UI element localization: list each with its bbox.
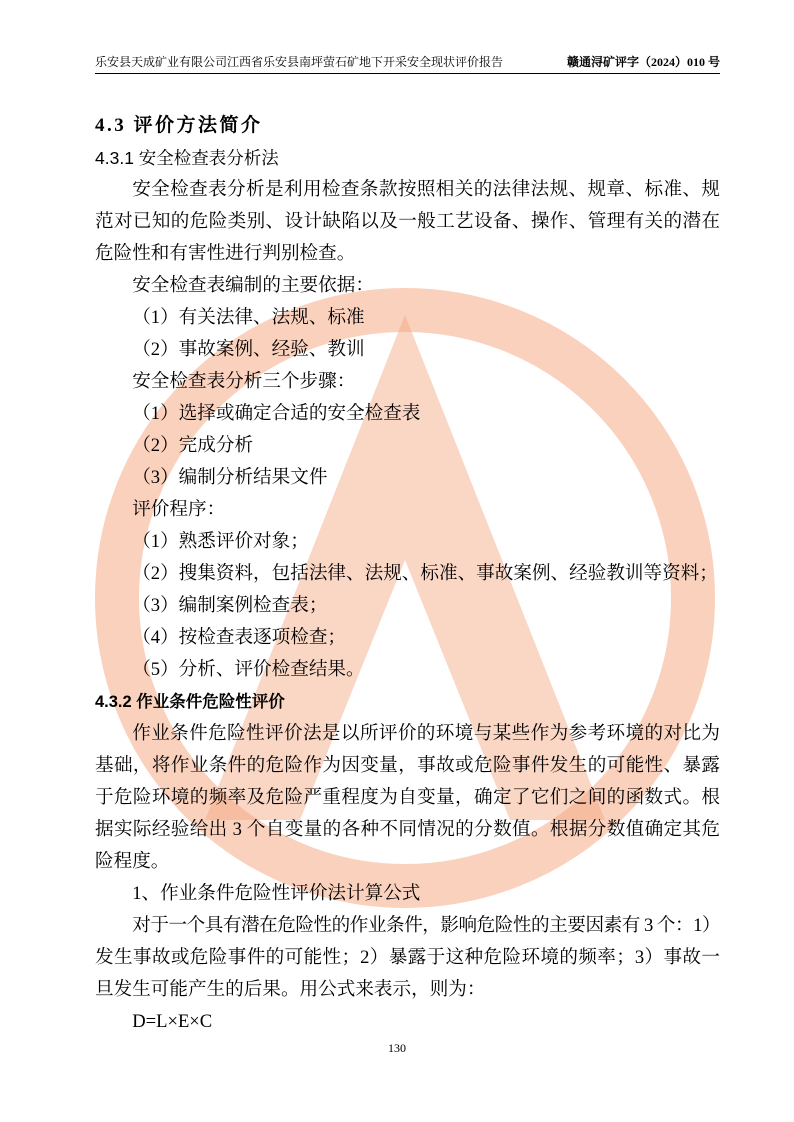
list-item: （1）有关法律、法规、标准: [132, 307, 365, 328]
basis-title: 安全检查表编制的主要依据：: [132, 275, 374, 296]
paragraph-line: 发生事故或危险事件的可能性；2）暴露于这种危险环境的频率；3）事故一: [95, 947, 720, 968]
formula-heading: 1、作业条件危险性评价法计算公式: [132, 883, 421, 904]
list-item: （2）事故案例、经验、教训: [132, 339, 365, 360]
formula: D=L×E×C: [132, 1011, 213, 1032]
subsection-title-checklist: 4.3.1 安全检查表分析法: [95, 148, 279, 168]
paragraph-line: 基础，将作业条件的危险作为因变量，事故或危险事件发生的可能性、暴露: [95, 755, 720, 776]
procedure-title: 评价程序：: [132, 499, 226, 520]
list-item: （5）分析、评价检查结果。: [132, 659, 365, 680]
list-item: （4）按检查表逐项检查；: [132, 627, 347, 648]
report-number: 赣通浔矿评字（2024）010 号: [566, 55, 720, 69]
list-item: （1）选择或确定合适的安全检查表: [132, 403, 421, 424]
paragraph-line: 于危险环境的频率及危险严重程度为自变量，确定了它们之间的函数式。根: [95, 787, 720, 808]
paragraph-line: 险程度。: [95, 851, 170, 872]
subsection-title-lec: 4.3.2 作业条件危险性评价: [95, 693, 285, 711]
paragraph-line: 旦发生可能产生的后果。用公式来表示，则为：: [95, 979, 486, 1000]
paragraph-line: 对于一个具有潜在危险性的作业条件，影响危险性的主要因素有 3 个：1）: [132, 915, 720, 936]
paragraph-line: 范对已知的危险类别、设计缺陷以及一般工艺设备、操作、管理有关的潜在: [95, 211, 720, 232]
steps-title: 安全检查表分析三个步骤：: [132, 371, 356, 392]
report-body: [95, 110, 720, 1038]
paragraph-line: 危险性和有害性进行判别检查。: [95, 243, 356, 264]
running-header: [95, 52, 720, 74]
list-item: （3）编制案例检查表；: [132, 595, 328, 616]
report-title: 乐安县天成矿业有限公司江西省乐安县南坪萤石矿地下开采安全现状评价报告: [95, 55, 504, 69]
list-item: （3）编制分析结果文件: [132, 467, 328, 488]
list-item: （2）搜集资料，包括法律、法规、标准、事故案例、经验教训等资料；: [132, 563, 718, 584]
paragraph-line: 据实际经验给出 3 个自变量的各种不同情况的分数值。根据分数值确定其危: [95, 819, 720, 840]
paragraph-line: 作业条件危险性评价法是以所评价的环境与某些作为参考环境的对比为: [132, 723, 720, 744]
list-item: （2）完成分析: [132, 435, 254, 456]
page-number: 130: [388, 1041, 406, 1055]
paragraph-line: 安全检查表分析是利用检查条款按照相关的法律法规、规章、标准、规: [132, 179, 720, 200]
section-title: 4.3 评价方法简介: [95, 115, 263, 136]
list-item: （1）熟悉评价对象；: [132, 531, 309, 552]
